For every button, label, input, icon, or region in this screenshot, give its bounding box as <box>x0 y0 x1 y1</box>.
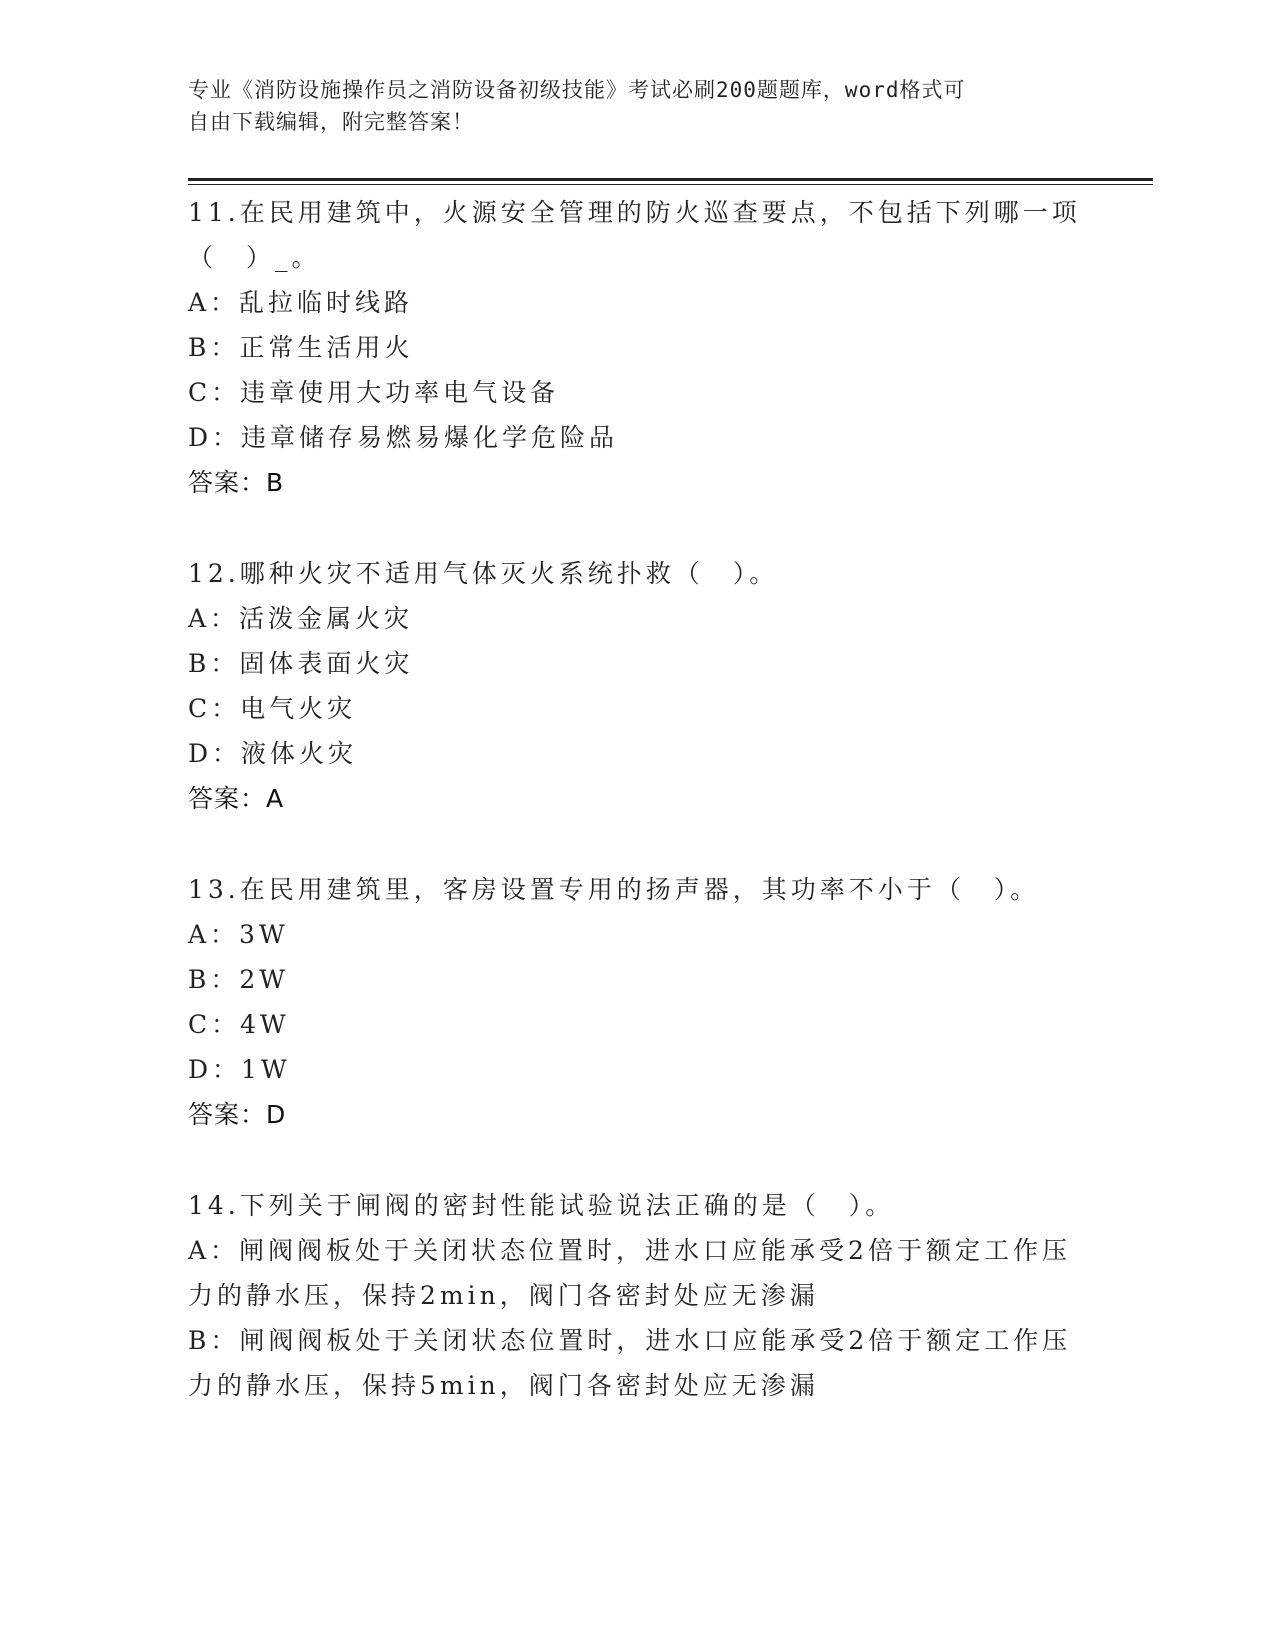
answer-line: 答案：A <box>188 784 285 813</box>
option-a: A：乱拉临时线路 <box>188 288 414 317</box>
question-14 <box>188 1183 1088 1408</box>
answer-line: 答案：D <box>188 1100 287 1129</box>
option-d: D：违章储存易燃易爆化学危险品 <box>188 423 619 452</box>
question-gap <box>188 1137 1088 1183</box>
header-divider-thick <box>188 178 1153 181</box>
option-b-continued: 力的静水压，保持5min，阀门各密封处应无渗漏 <box>188 1371 819 1400</box>
header-divider-thin <box>188 184 1153 185</box>
question-list <box>188 190 1088 1408</box>
question-12 <box>188 551 1088 821</box>
option-d: D：1W <box>188 1055 291 1084</box>
option-a: A：闸阀阀板处于关闭状态位置时，进水口应能承受2倍于额定工作压 <box>188 1236 1071 1265</box>
option-b: B：正常生活用火 <box>188 333 414 362</box>
header-line-2: 自由下载编辑，附完整答案！ <box>188 110 474 134</box>
answer-line: 答案：B <box>188 468 285 497</box>
question-11 <box>188 190 1088 505</box>
question-stem-line: 11.在民用建筑中，火源安全管理的防火巡查要点，不包括下列哪一项 <box>188 198 1081 227</box>
option-a: A：3W <box>188 920 289 949</box>
question-stem-line: 14.下列关于闸阀的密封性能试验说法正确的是（ ）。 <box>188 1191 895 1220</box>
header-line-1: 专业《消防设施操作员之消防设备初级技能》考试必刷200题题库，word格式可 <box>188 78 966 102</box>
question-stem-line: 12.哪种火灾不适用气体灭火系统扑救（ ）。 <box>188 559 779 588</box>
option-c: C：违章使用大功率电气设备 <box>188 378 560 407</box>
option-a: A：活泼金属火灾 <box>188 604 414 633</box>
question-gap <box>188 821 1088 867</box>
question-stem-line: （ ）_。 <box>188 243 321 272</box>
option-b: B：闸阀阀板处于关闭状态位置时，进水口应能承受2倍于额定工作压 <box>188 1326 1072 1355</box>
option-b: B：2W <box>188 965 289 994</box>
option-c: C：电气火灾 <box>188 694 357 723</box>
question-stem-line: 13.在民用建筑里，客房设置专用的扬声器，其功率不小于（ ）。 <box>188 875 1040 904</box>
question-13 <box>188 867 1088 1137</box>
option-b: B：固体表面火灾 <box>188 649 414 678</box>
option-c: C：4W <box>188 1010 290 1039</box>
question-gap <box>188 505 1088 551</box>
document-header <box>188 74 1068 138</box>
option-d: D：液体火灾 <box>188 739 358 768</box>
option-a-continued: 力的静水压，保持2min，阀门各密封处应无渗漏 <box>188 1281 819 1310</box>
